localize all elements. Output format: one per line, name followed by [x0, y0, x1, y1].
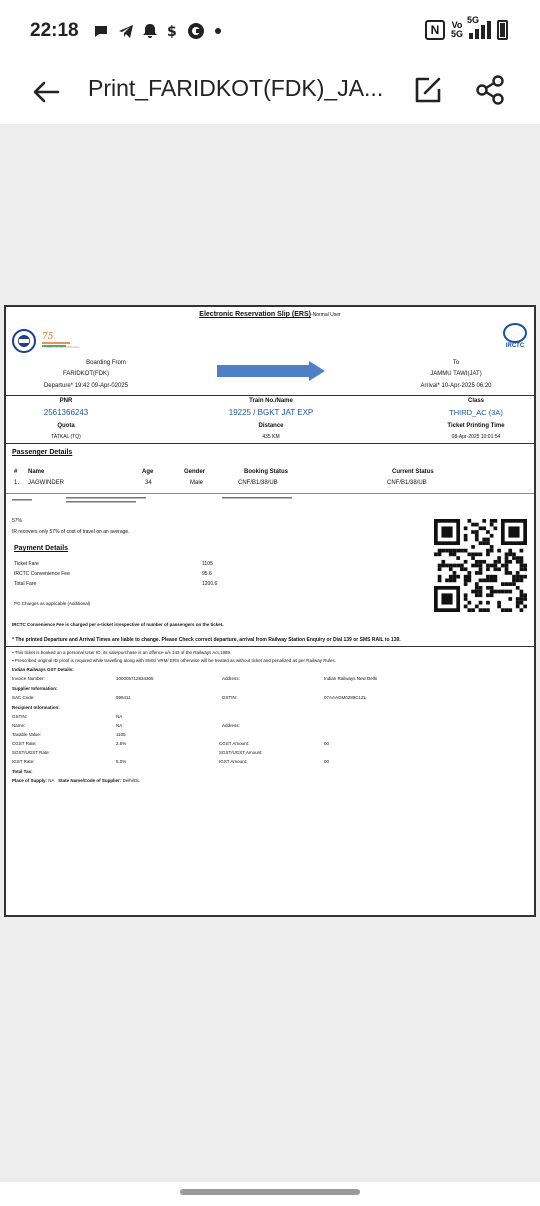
sgst-amt-label: SGST/UGST Amount: [219, 750, 263, 755]
igst-amt-value: 00 [324, 759, 330, 764]
pass-gender: Male [190, 480, 204, 486]
invoice-value: 100005712834305 [116, 676, 154, 681]
invoice-label: Invoice Number: [12, 676, 45, 681]
gst-heading: Indian Railways GST Details: [12, 667, 74, 672]
battery-icon [497, 20, 508, 40]
sac-value: 996411 [116, 695, 131, 700]
share-icon[interactable] [474, 74, 506, 106]
pnr-value: 2561366243 [43, 408, 89, 417]
svg-text:75: 75 [42, 332, 54, 342]
col-gender: Gender [184, 469, 206, 475]
network-type: 5G [467, 15, 480, 25]
igst-amt-label: IGST Amount: [219, 759, 248, 764]
recovery-percent: 57% [12, 518, 23, 524]
pass-age: 34 [145, 480, 152, 486]
place-value: NA [48, 778, 55, 783]
place-label: Place of Supply: [12, 778, 48, 783]
irctc-logo-text: IRCTC [505, 343, 525, 349]
class-label: Class [467, 398, 484, 404]
pass-booking: CNF/B1/38/UB [238, 480, 278, 486]
pg-note: PG Charges as applicable (Additional) [14, 601, 91, 606]
divider [6, 646, 534, 647]
pnr-label: PNR [59, 398, 73, 404]
train-value: 19225 / BGKT JAT EXP [228, 408, 314, 417]
sgst-rate-label: SGST/UGST Rate: [12, 750, 50, 755]
ers-title-text: Electronic Reservation Slip (ERS) [199, 311, 311, 318]
state-label: State Name/Code of Supplier: [58, 778, 122, 783]
quota-value: TATKAL (TQ) [51, 434, 81, 440]
bullet-2: ▪ Prescribed original ID proof is required while travelling along with SMS/ VRM/ ERS otherwise will be treated as without ticket and penalized as per Railway Rules. [12, 658, 337, 663]
ers-title-suffix: -Normal User [310, 312, 341, 318]
r-gstin-label: GSTIN: [12, 714, 28, 719]
gstin-label: GSTIN: [222, 695, 238, 700]
total-tax-label: Total Tax: [12, 769, 33, 774]
dollar-icon [166, 23, 178, 39]
col-age: Age [142, 469, 154, 475]
quota-label: Quota [57, 423, 75, 429]
fare-value: 1105 [202, 561, 213, 567]
cgst-rate-value: 2.5% [116, 741, 127, 746]
signal-icon [467, 15, 491, 39]
pass-num: 1. [14, 480, 20, 486]
class-value: THIRD_AC (3A) [449, 408, 503, 417]
total-fare-value: 1200.6 [202, 581, 218, 587]
col-current: Current Status [392, 469, 434, 475]
to-label: To [452, 360, 460, 366]
r-name-label: Name: [12, 723, 26, 728]
divider [6, 443, 534, 444]
recovery-text: IR recovers only 57% of cost of travel on an average. [12, 529, 130, 535]
igst-rate-value: 5.0% [116, 759, 127, 764]
to-station: JAMMU TAWI(JAT) [430, 371, 482, 377]
pass-current: CNF/B1/38/UB [387, 480, 427, 486]
print-time-value: 08-Apr-2025 10:01:54 [451, 434, 501, 440]
recipient-label: Recipient Information: [12, 705, 60, 710]
boarding-label: Boarding From [86, 360, 126, 366]
cgst-rate-label: CGST Rate: [12, 741, 37, 746]
distance-label: Distance [258, 423, 284, 429]
payment-heading: Payment Details [14, 545, 69, 552]
r-address-label: Address: [222, 723, 240, 728]
departure-time: Departure* 19:42 09-Apr-02025 [43, 383, 129, 389]
divider [6, 493, 534, 494]
passenger-heading: Passenger Details [12, 449, 73, 456]
r-name-value: NA [116, 723, 123, 728]
svg-text:$: $ [166, 24, 177, 39]
col-num: # [14, 469, 18, 475]
telegram-icon [118, 23, 134, 39]
app-bar [0, 62, 540, 122]
total-fare-label: Total Fare [14, 581, 37, 587]
barcode-strip [12, 496, 312, 508]
igst-rate-label: IGST Rate: [12, 759, 35, 764]
r-gstin-value: NA [116, 714, 123, 719]
dot-icon [214, 27, 222, 35]
conv-fee-value: 95.6 [202, 571, 212, 577]
taxable-value: 1105 [116, 732, 126, 737]
bullet-1-text: This ticket is booked on a personal User ID, its sale/purchase is an offence u/s 143 of the Railways Act,1989. [14, 650, 232, 655]
status-bar [0, 0, 540, 62]
volte-icon: Vo 5G [450, 20, 463, 39]
distance-value: 435 KM [262, 434, 280, 440]
print-time-label: Ticket Printing Time [447, 423, 505, 429]
azadi-text: Azadi Ka Amrit Mahotsav [46, 345, 80, 349]
system-icons [425, 15, 508, 40]
arrival-time: Arrival* 10-Apr-2025 06:20 [420, 383, 492, 389]
sac-label: SAC Code: [12, 695, 35, 700]
gesture-nav-bar[interactable] [180, 1189, 360, 1195]
conv-note: IRCTC Convenience Fee is charged per e-ticket irrespective of number of passengers on the ticket. [12, 622, 224, 627]
address-label: Address: [222, 676, 240, 681]
cgst-amt-label: CGST Amount: [219, 741, 250, 746]
pdf-viewer[interactable] [0, 124, 540, 1182]
place-of-supply [12, 777, 140, 785]
irctc-logo [502, 323, 528, 355]
circle-app-icon [187, 22, 205, 40]
qr-code [434, 519, 527, 612]
notification-icons [93, 22, 222, 40]
journey-arrow-icon [217, 361, 325, 381]
fare-label: Ticket Fare [14, 561, 39, 567]
conv-fee-label: IRCTC Convenience Fee [14, 571, 70, 577]
times-note: * The printed Departure and Arrival Times are liable to change. Please Check correct departure, arrival from Railway Station Enquiry or Dial 139 or SMS RAIL to 139. [12, 637, 401, 643]
clock: 22:18 [30, 20, 79, 41]
bullet-2-text: Prescribed original ID proof is required while travelling along with SMS/ VRM/ ERS otherwise will be treated as without ticket and penalized as per Railway Rules. [14, 658, 337, 663]
irctc-logo-emblem [503, 323, 527, 343]
taxable-label: Taxable Value: [12, 732, 42, 737]
cgst-amt-value: 00 [324, 741, 330, 746]
boarding-station: FARIDKOT(FDK) [63, 371, 109, 377]
col-name: Name [28, 469, 45, 475]
nfc-icon: N [425, 20, 445, 40]
bell-icon [143, 23, 157, 39]
supplier-label: Supplier Information: [12, 686, 58, 691]
ers-title [6, 311, 534, 318]
bullet-1: ▪ This ticket is booked on a personal User ID, its sale/purchase is an offence u/s 143 of the Railways Act,1989. [12, 650, 232, 655]
ers-page [4, 305, 536, 917]
train-label: Train No./Name [249, 398, 293, 404]
edit-icon[interactable] [412, 74, 444, 106]
document-title: Print_FARIDKOT(FDK)_JA... [88, 75, 384, 101]
pass-name: JAGWINDER [28, 480, 64, 486]
divider [6, 395, 534, 396]
address-value: Indian Railways New Delhi [324, 676, 378, 681]
gstin-value: 07AAAGM0289C1ZL [324, 695, 367, 700]
state-value: Delhi/DL [122, 778, 140, 783]
chat-icon [93, 23, 109, 39]
back-arrow-icon[interactable] [30, 76, 62, 108]
col-booking: Booking Status [244, 469, 289, 475]
